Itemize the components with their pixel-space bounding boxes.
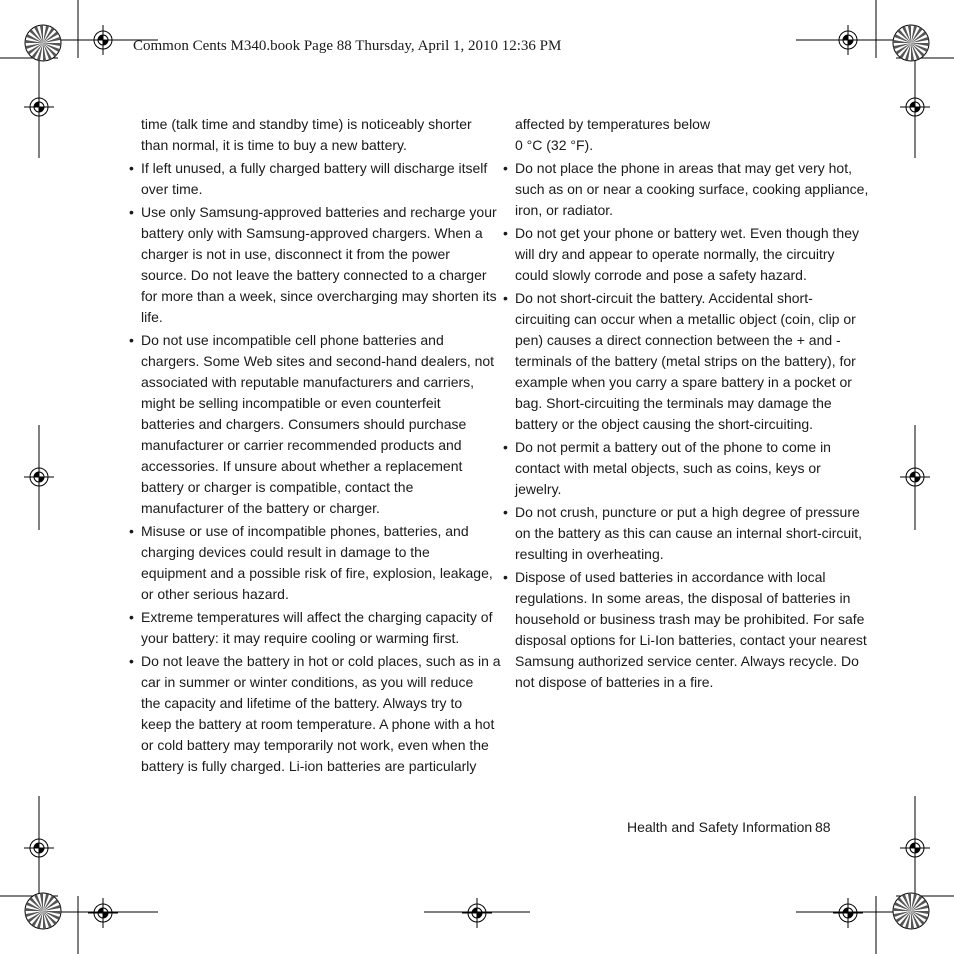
bullet-item [503, 502, 863, 565]
text-line: Do not crush, puncture or put a high degree of pressure [515, 504, 860, 520]
crosshair-registration-mark-icon [88, 898, 118, 928]
text-line: life. [141, 309, 163, 325]
bullet-item [503, 437, 829, 500]
text-line: Do not place the phone in areas that may get very hot, [515, 160, 852, 176]
crosshair-registration-mark-icon [900, 92, 930, 122]
text-line: Use only Samsung-approved batteries and recharge your [141, 204, 497, 220]
crosshair-registration-mark-icon [833, 898, 863, 928]
text-line: Misuse or use of incompatible phones, batteries, and [141, 523, 469, 539]
text-line: car in summer or winter conditions, as you will reduce [141, 674, 474, 690]
text-line: than normal, it is time to buy a new battery. [141, 137, 407, 153]
text-line: manufacturer or carrier recommended products and [141, 437, 462, 453]
text-line: the capacity and lifetime of the battery. Always try to [141, 695, 463, 711]
bullet-item [503, 223, 859, 286]
bullet-glyph: • [129, 332, 134, 348]
text-line: will dry and appear to operate normally, the circuitry [515, 246, 835, 262]
text-line: might be selling incompatible or even counterfeit [141, 395, 441, 411]
bullet-item [129, 158, 488, 200]
crosshair-registration-mark-icon [900, 833, 930, 863]
text-line: iron, or radiator. [515, 202, 614, 218]
text-line: for more than a week, since overcharging may shorten its [141, 288, 497, 304]
starburst-color-target-icon [25, 893, 61, 929]
crosshair-registration-mark-icon [24, 92, 54, 122]
footer-section-title: Health and Safety Information [627, 819, 813, 835]
text-line: over time. [141, 181, 203, 197]
text-line: terminals of the battery (metal strips on the battery), for [515, 353, 856, 369]
page-number: 88 [815, 819, 831, 835]
bullet-item [129, 330, 495, 519]
bullet-glyph: • [503, 290, 508, 306]
text-line: battery is fully charged. Li-ion batteries are particularly [141, 758, 477, 774]
right-column [503, 114, 869, 695]
bullet-item [503, 567, 867, 693]
text-line: Samsung authorized service center. Always recycle. Do [515, 653, 859, 669]
bullet-item [129, 651, 501, 777]
bullet-item [503, 158, 869, 221]
text-line: on the battery as this can cause an internal short-circuit, [515, 525, 863, 541]
bullet-glyph: • [129, 160, 134, 176]
text-line: source. Do not leave the battery connected to a charger [141, 267, 487, 283]
text-line: could slowly corrode and pose a safety hazard. [515, 267, 807, 283]
text-line: pen) causes a direct connection between the + and - [515, 332, 841, 348]
text-line: time (talk time and standby time) is noticeably shorter [141, 116, 472, 132]
crosshair-registration-mark-icon [24, 833, 54, 863]
bullet-glyph: • [129, 523, 134, 539]
starburst-color-target-icon [893, 893, 929, 929]
right-continuation-text [503, 114, 829, 156]
left-continuation-text [129, 114, 472, 156]
bullet-glyph: • [503, 225, 508, 241]
crosshair-registration-mark-icon [462, 898, 492, 928]
starburst-color-target-icon [893, 25, 929, 61]
text-line: your battery: it may require cooling or warming first. [141, 630, 460, 646]
text-line: charger is not in use, disconnect it from the power [141, 246, 450, 262]
text-line: If left unused, a fully charged battery will discharge itself [141, 160, 488, 176]
text-line: bag. Short-circuiting the terminals may damage the [515, 395, 832, 411]
text-line: household or business trash may be prohibited. For safe [515, 611, 865, 627]
right-bullet-list [503, 158, 869, 693]
text-line: associated with reputable manufacturers and carriers, [141, 374, 475, 390]
text-line: or other serious hazard. [141, 586, 289, 602]
bullet-glyph: • [503, 160, 508, 176]
text-line: affected by temperatures below [515, 116, 711, 132]
left-bullet-list [129, 158, 501, 777]
left-column [129, 114, 501, 779]
bullet-glyph: • [129, 204, 134, 220]
text-line: Dispose of used batteries in accordance with local [515, 569, 826, 585]
text-line: manufacturer of the battery or charger. [141, 500, 380, 516]
text-line: regulations. In some areas, the disposal of batteries in [515, 590, 851, 606]
text-line: resulting in overheating. [515, 546, 664, 562]
bullet-glyph: • [129, 609, 134, 625]
crosshair-registration-mark-icon [88, 25, 118, 55]
crosshair-registration-mark-icon [24, 462, 54, 492]
text-line: battery only with Samsung-approved chargers. When a [141, 225, 483, 241]
text-line: Do not get your phone or battery wet. Even though they [515, 225, 859, 241]
page-header: Common Cents M340.book Page 88 Thursday, April 1, 2010 12:36 PM [133, 38, 562, 54]
text-line: example when you carry a spare battery in a pocket or [515, 374, 852, 390]
text-line: contact with metal objects, such as coins, keys or [515, 460, 821, 476]
text-line: batteries and chargers. Consumers should purchase [141, 416, 467, 432]
bullet-glyph: • [503, 504, 508, 520]
text-line: 0 °C (32 °F). [515, 137, 594, 153]
bullet-glyph: • [503, 569, 508, 585]
bullet-item [129, 521, 493, 605]
text-line: Do not short-circuit the battery. Accidental short- [515, 290, 813, 306]
bullet-glyph: • [503, 439, 508, 455]
crosshair-registration-mark-icon [900, 462, 930, 492]
text-line: battery or charger is compatible, contact the [141, 479, 414, 495]
bullet-glyph: • [129, 653, 134, 669]
text-line: disposal options for Li-Ion batteries, contact your nearest [515, 632, 867, 648]
bullet-item [129, 607, 493, 649]
text-line: or cold battery may temporarily not work, even when the [141, 737, 489, 753]
text-line: battery or the object causing the short-circuiting. [515, 416, 814, 432]
text-line: charging devices could result in damage to the [141, 544, 430, 560]
text-line: equipment and a possible risk of fire, explosion, leakage, [141, 565, 493, 581]
text-line: Extreme temperatures will affect the charging capacity of [141, 609, 493, 625]
text-line: Do not leave the battery in hot or cold places, such as in a [141, 653, 501, 669]
text-line: keep the battery at room temperature. A phone with a hot [141, 716, 495, 732]
text-line: chargers. Some Web sites and second-hand dealers, not [141, 353, 495, 369]
starburst-color-target-icon [25, 25, 61, 61]
text-line: jewelry. [515, 481, 562, 497]
crosshair-registration-mark-icon [833, 25, 863, 55]
bullet-item [129, 202, 497, 328]
text-line: circuiting can occur when a metallic object (coin, clip or [515, 311, 856, 327]
text-line: Do not permit a battery out of the phone to come in [515, 439, 831, 455]
text-line: accessories. If unsure about whether a replacement [141, 458, 463, 474]
text-line: such as on or near a cooking surface, cooking appliance, [515, 181, 869, 197]
bullet-item [503, 288, 856, 435]
text-line: not dispose of batteries in a fire. [515, 674, 714, 690]
text-line: Do not use incompatible cell phone batteries and [141, 332, 444, 348]
